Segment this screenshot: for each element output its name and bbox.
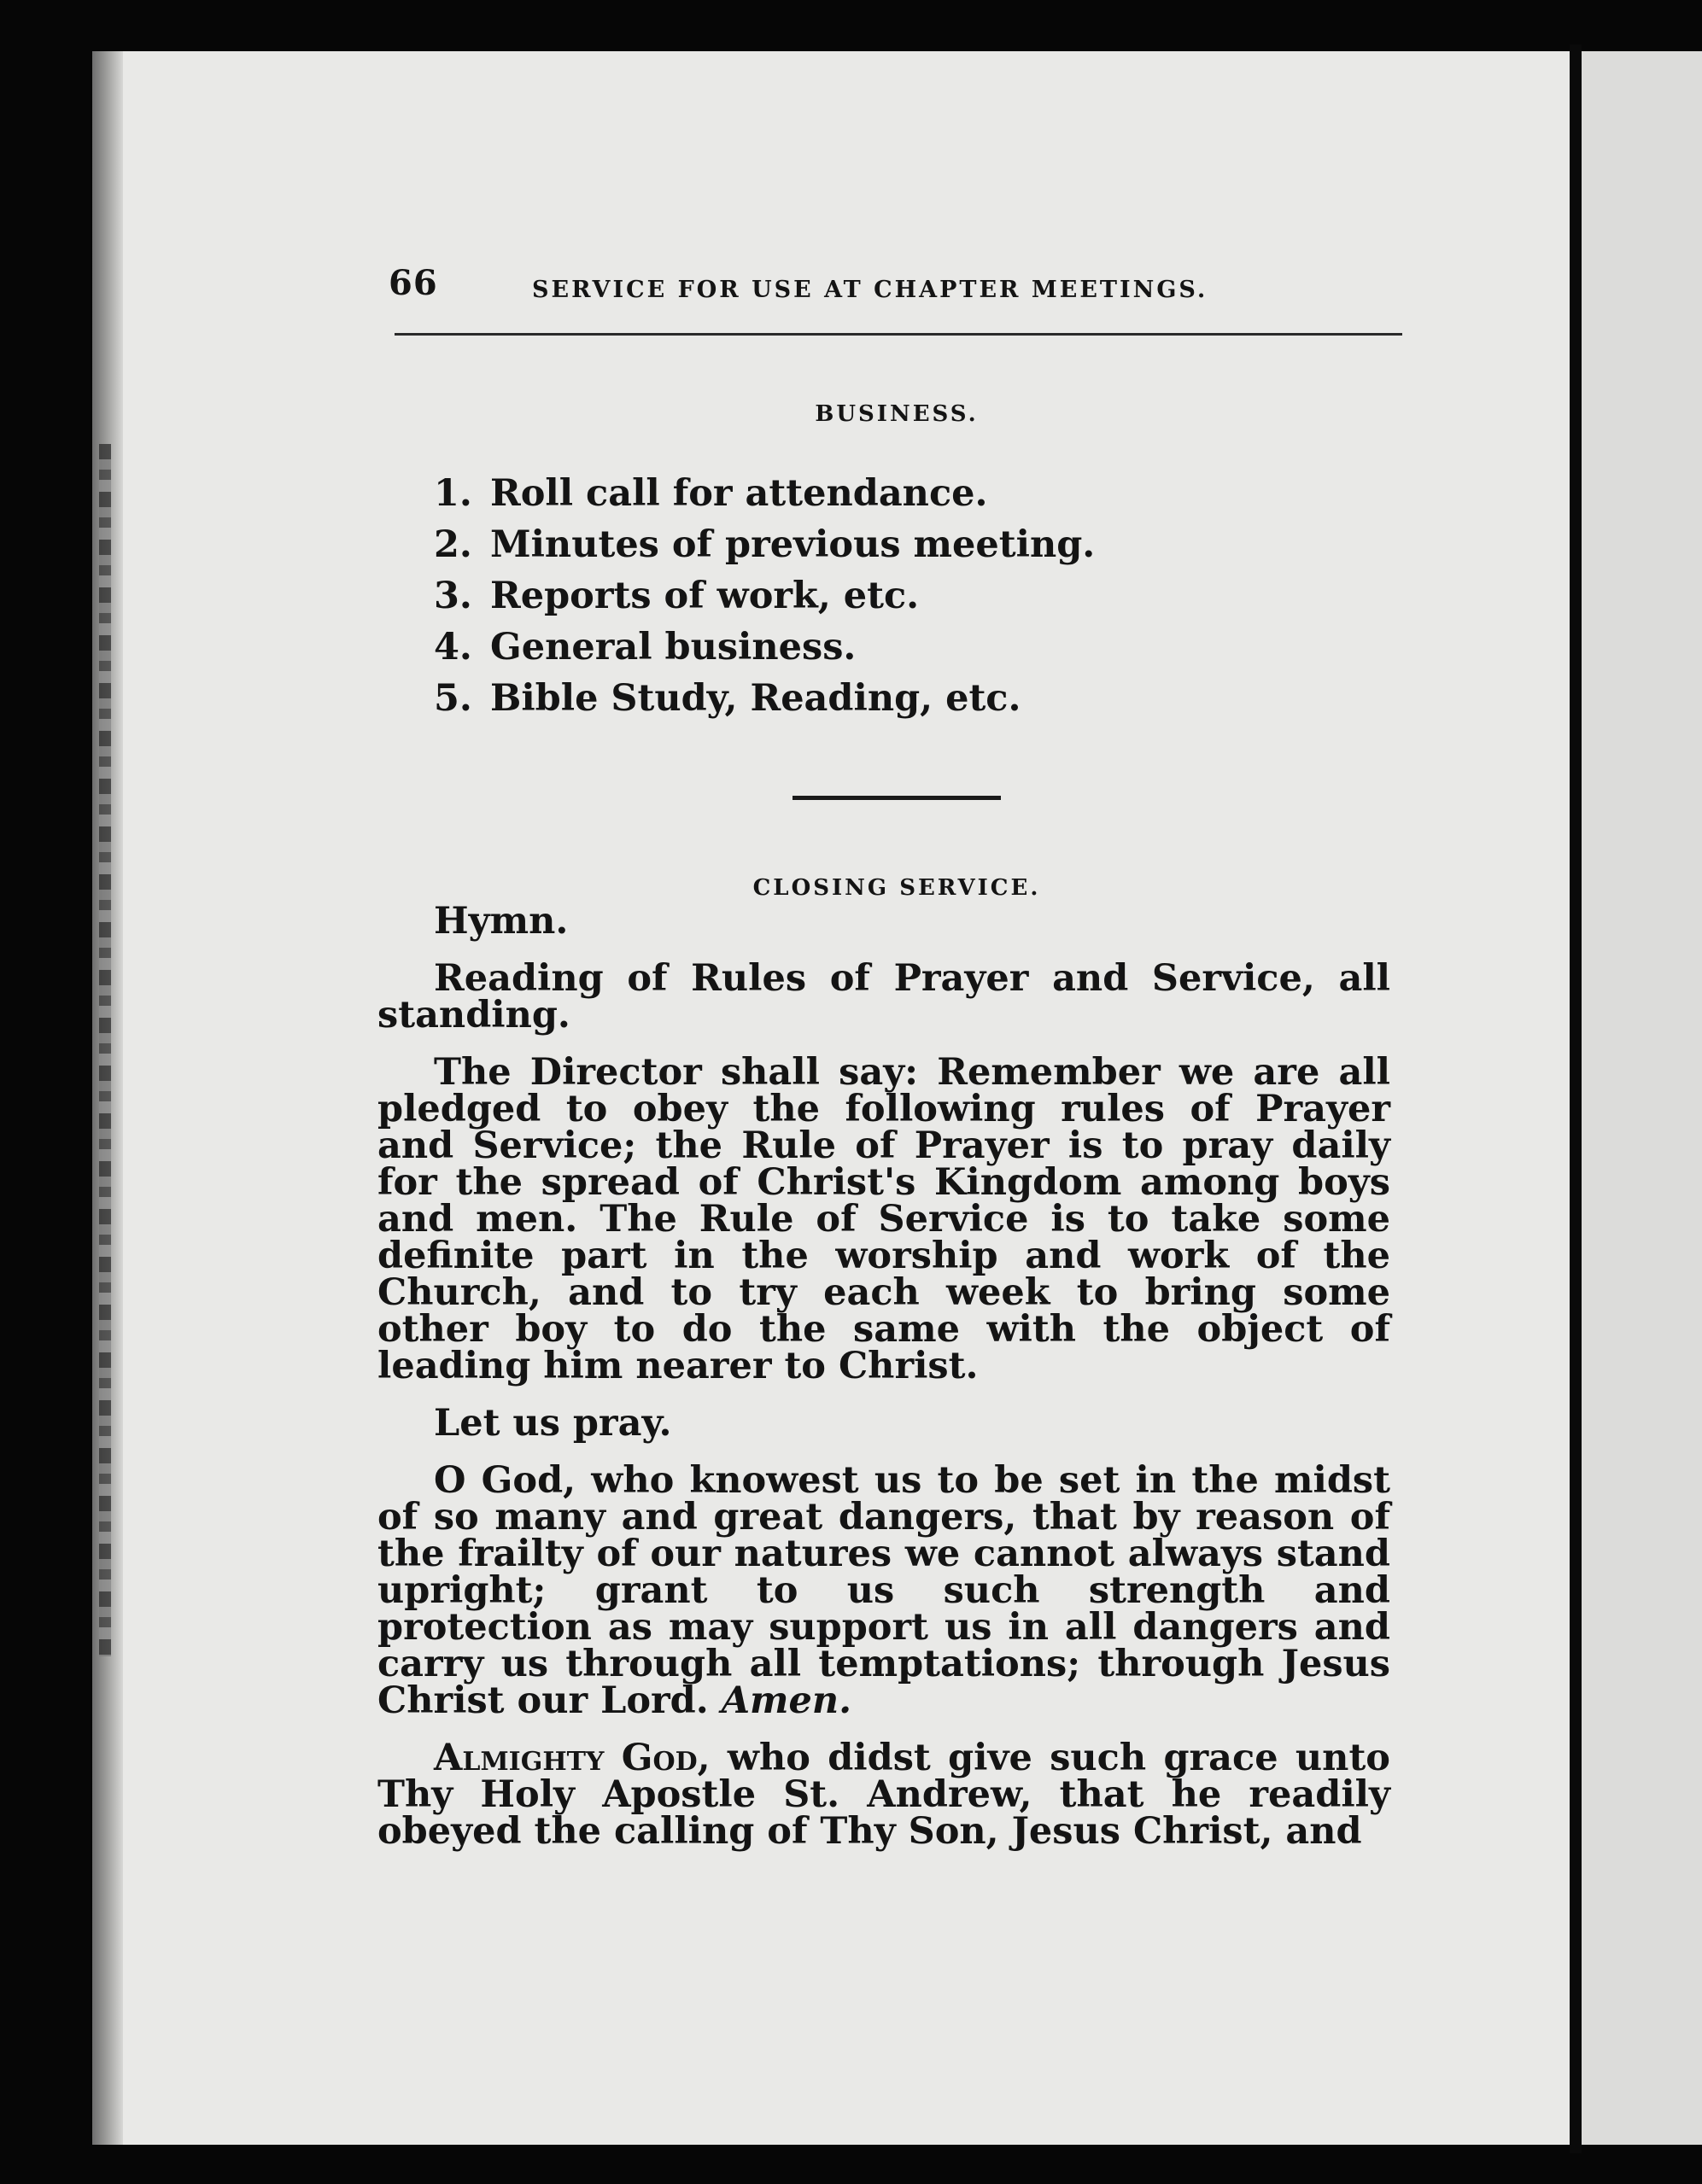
- list-item-number: 1.: [434, 472, 472, 515]
- prayer-1-amen: Amen.: [721, 1679, 852, 1722]
- list-item-number: 2.: [434, 523, 472, 566]
- list-item: [434, 468, 1373, 519]
- closing-service-body: [377, 900, 1390, 1871]
- adjacent-page-edge: [1582, 51, 1702, 2145]
- business-title: BUSINESS.: [815, 401, 979, 427]
- list-item-text: Bible Study, Reading, etc.: [490, 677, 1021, 720]
- closing-title: CLOSING SERVICE.: [752, 875, 1041, 901]
- prayer-2-lead: Almighty God,: [434, 1737, 711, 1779]
- list-item-text: Minutes of previous meeting.: [490, 523, 1096, 566]
- running-head: SERVICE FOR USE AT CHAPTER MEETINGS.: [532, 277, 1208, 303]
- list-item-text: Reports of work, etc.: [490, 575, 920, 617]
- list-item-text: Roll call for attendance.: [490, 472, 988, 515]
- prayer-2-text: who didst give such grace unto Thy Holy Apostle St. Andrew, that he readily obeyed the calling of Thy Son, Jesus Christ, and: [377, 1737, 1390, 1853]
- prayer-1-text: O God, who knowest us to be set in the midst of so many and great dangers, that by reason of the frailty of our natures we cannot always stand upright; grant to us such strength and protection as may support us in all dangers and carry us through all temptations; through Jesus Christ our Lord.: [377, 1459, 1390, 1722]
- list-item: [434, 673, 1373, 724]
- prayer-paragraph-2: [377, 1737, 1390, 1853]
- list-item-number: 4.: [434, 626, 472, 669]
- section-divider: [793, 796, 1001, 800]
- hymn-line: Hymn.: [434, 900, 569, 943]
- page-header: [389, 263, 1405, 323]
- list-item: [434, 519, 1373, 570]
- director-paragraph: The Director shall say: Remember we are all pledged to obey the following rules of Prayer and Service; the Rule of Prayer is to pray daily for the spread of Christ's Kingdom among boys and men. The Rule of Service is to take some definite part in the worship and work of the Church, and to try each week to bring some other boy to do the same with the object of leading him nearer to Christ.: [377, 1051, 1390, 1387]
- list-item-number: 5.: [434, 677, 472, 720]
- prayer-paragraph-1: [377, 1459, 1390, 1722]
- spine-binding-marks: [99, 444, 111, 1656]
- page-number: 66: [389, 263, 438, 303]
- list-item-text: General business.: [490, 626, 857, 669]
- business-list: [434, 468, 1373, 724]
- reading-paragraph: Reading of Rules of Prayer and Service, all standing.: [377, 957, 1390, 1037]
- gutter-edge: [1570, 44, 1582, 2153]
- let-us-pray-line: Let us pray.: [434, 1402, 672, 1445]
- list-item: [434, 622, 1373, 673]
- header-rule: [395, 333, 1402, 336]
- list-item-number: 3.: [434, 575, 472, 617]
- list-item: [434, 570, 1373, 622]
